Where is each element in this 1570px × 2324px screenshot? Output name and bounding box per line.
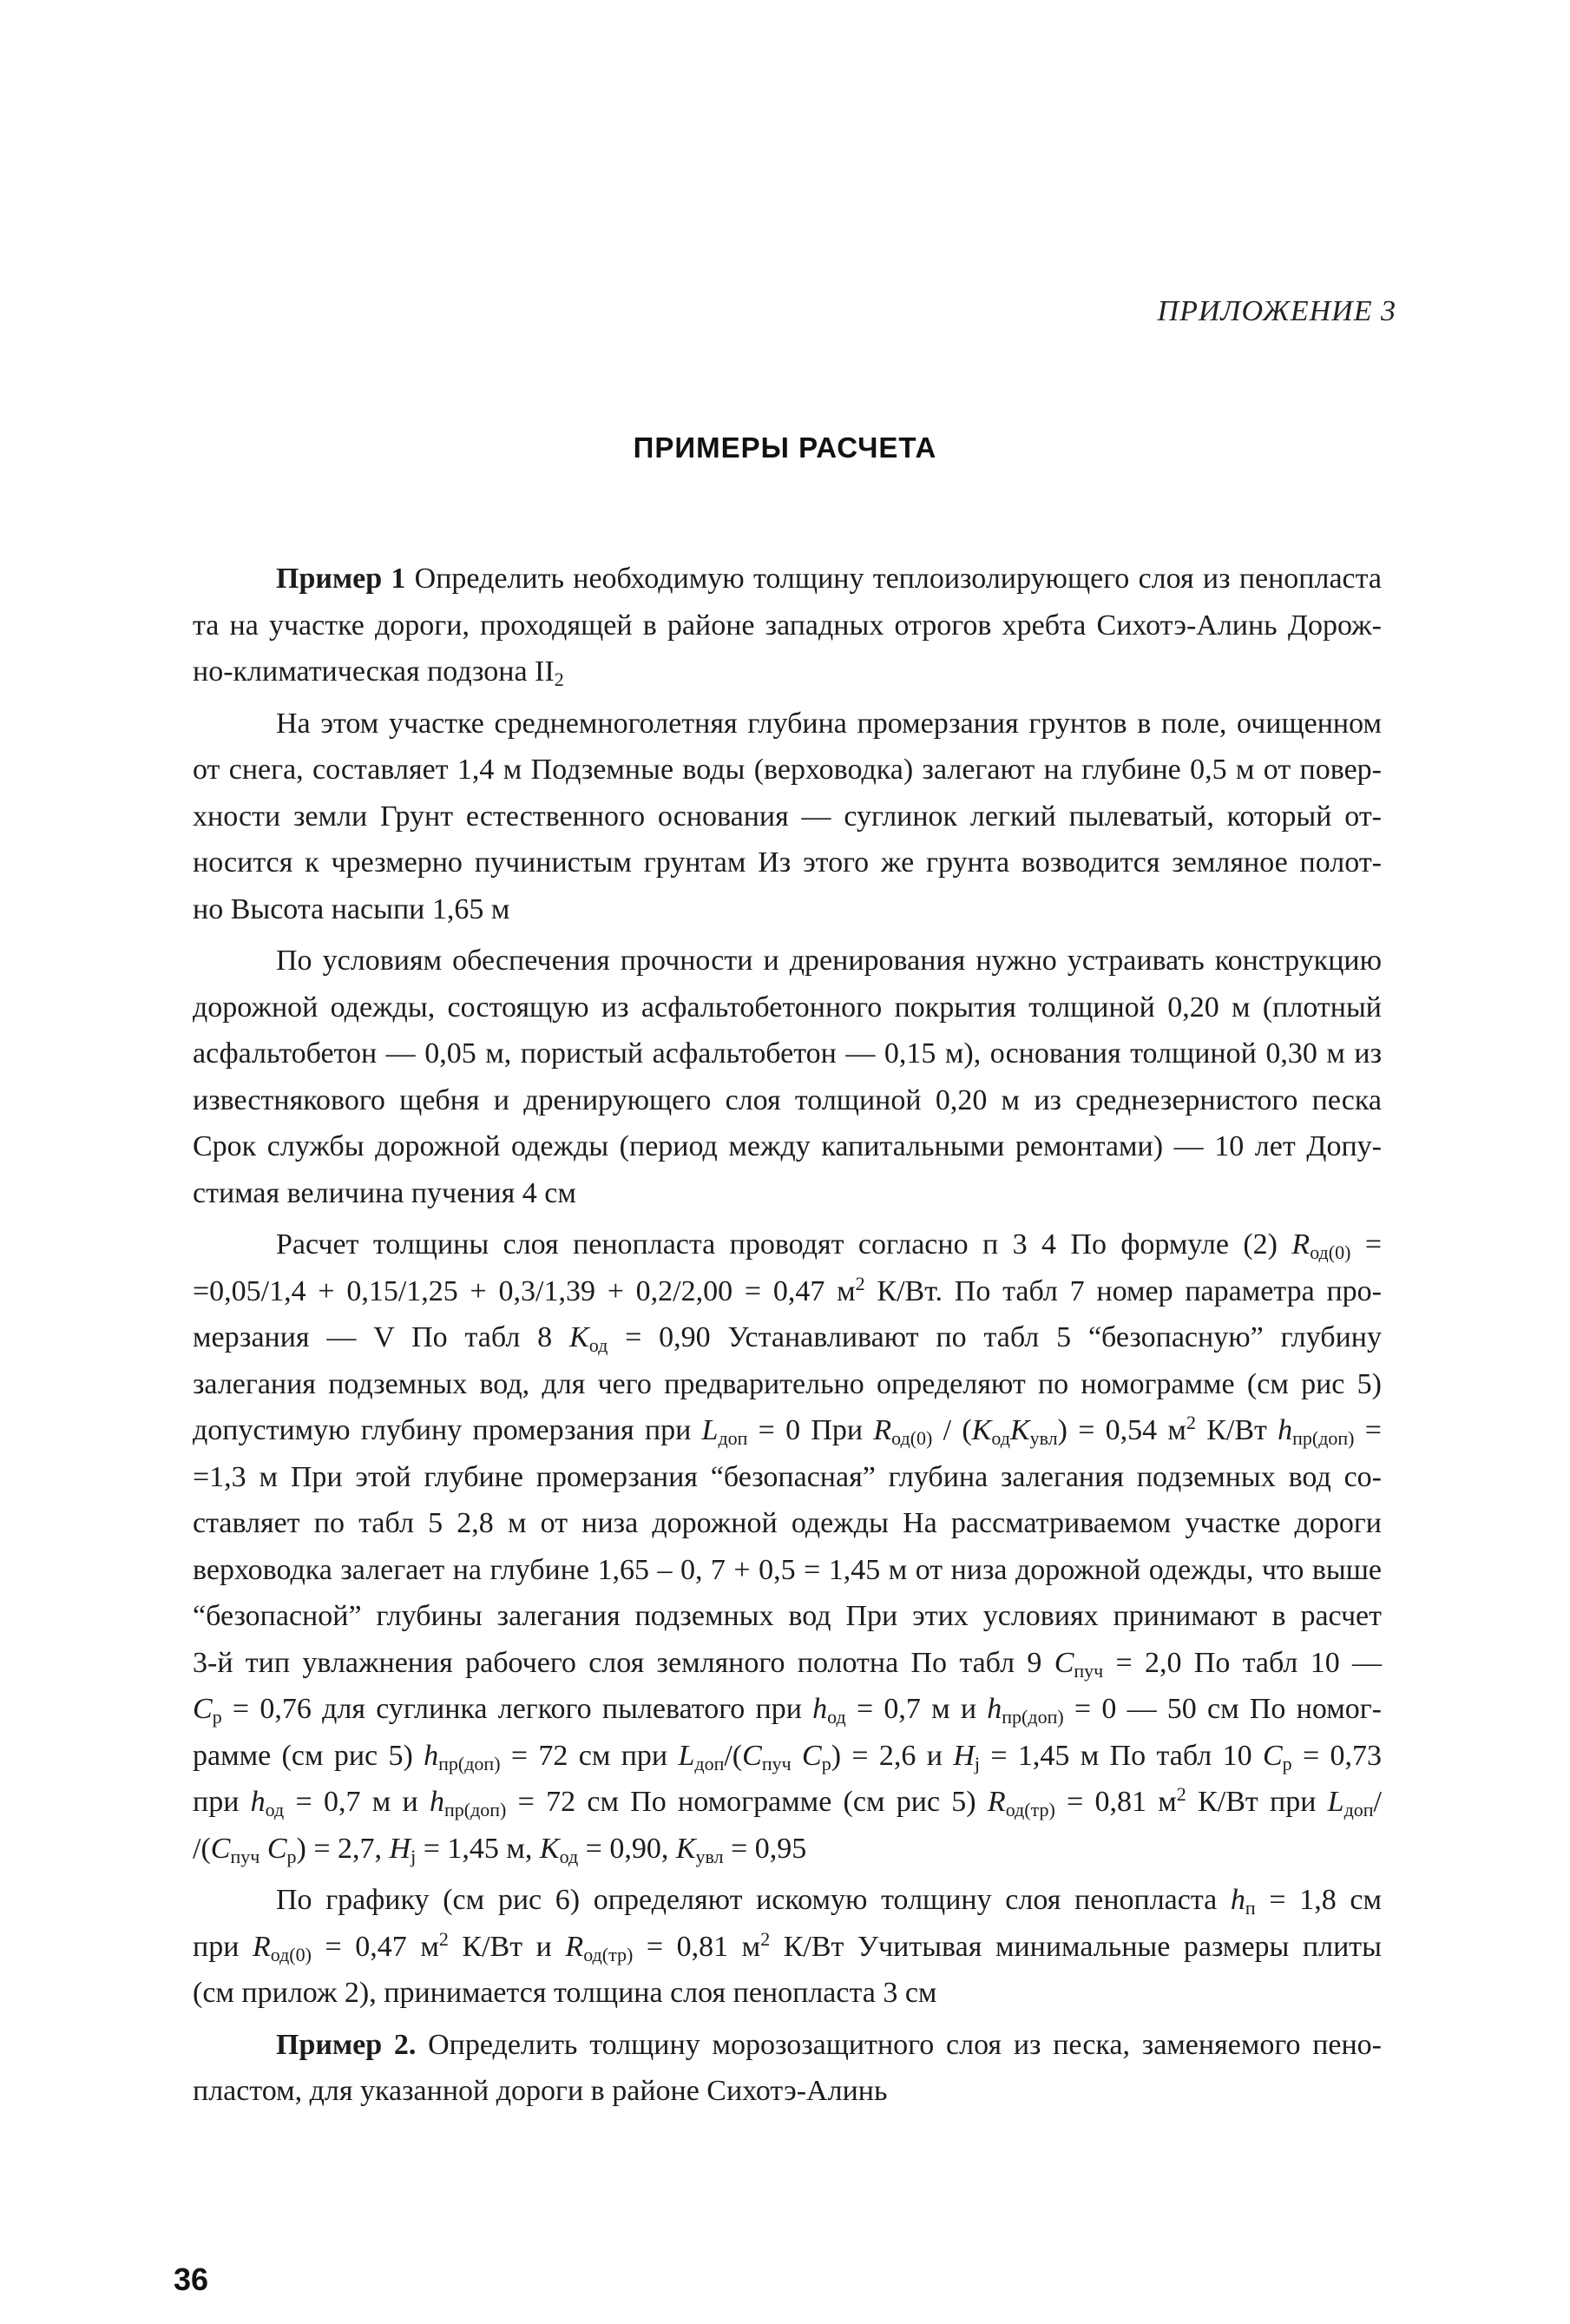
subscript: 2 <box>554 668 564 690</box>
text-line: =1,3 м При этой глубине промерзания “безопасная” глубина залегания подземных вод со- <box>193 1460 1382 1493</box>
text-line: но Высота насыпи 1,65 м <box>193 892 510 925</box>
text-line: залегания подземных вод, для чего предварительно определяют по номограмме (см рис 5) <box>193 1367 1382 1400</box>
text-line: На этом участке среднемноголетняя глубина промерзания грунтов в поле, очищенном <box>276 707 1382 740</box>
text-line: хности земли Грунт естественного основания — суглинок легкий пылеватый, который от- <box>193 800 1382 833</box>
example-1-label: Пример 1 <box>276 563 406 595</box>
text-line: Расчет толщины слоя пенопласта проводят согласно п 3 4 По формуле (2) $R_{од(0)}$ = <box>276 1228 1382 1263</box>
text-line: верховодка залегает на глубине 1,65 – 0, 7 + 0,5 = 1,45 м от низа дорожной одежды, что выше <box>193 1553 1382 1586</box>
text-line: 3-й тип увлажнения рабочего слоя земляного полотна По табл 9 $C_{пуч} = 2,0$ По табл 10 — <box>193 1646 1382 1682</box>
text-line: асфальтобетон — 0,05 м, пористый асфальтобетон — 0,15 м), основания толщиной 0,30 м из <box>193 1037 1382 1070</box>
text-line: стимая величина пучения 4 см <box>193 1176 576 1209</box>
text-line <box>193 2022 1382 2069</box>
page-number: 36 <box>174 2261 209 2297</box>
text-line: допустимую глубину промерзания при $L_{доп} = 0$ При $R_{од(0)} / (K_{од}K_{увл}) = 0,54$ $м^2$ К/Вт $h_{пр(доп)}$ = <box>193 1412 1382 1449</box>
text-line <box>193 648 1382 695</box>
text-line: По графику (см рис 6) определяют искомую толщину слоя пенопласта $h_п = 1,8$ см <box>276 1884 1383 1919</box>
text-line: $/(C_{пуч}$ $C_р) = 2,7$, $H_j = 1,45$ м, $K_{од} = 0,90$, $K_{увл} = 0,95$ <box>193 1832 807 1867</box>
text-line: Срок службы дорожной одежды (период между капитальными ремонтами) — 10 лет Допу- <box>193 1130 1382 1162</box>
text-line: от снега, составляет 1,4 м Подземные воды (верховодка) залегают на глубине 0,5 м от повер- <box>193 754 1382 786</box>
text-line: известнякового щебня и дренирующего слоя толщиной 0,20 м из среднезернистого песка <box>193 1083 1382 1116</box>
text-line: та на участке дороги, проходящей в районе западных отрогов хребта Сихотэ-Алинь Дорож- <box>193 609 1382 642</box>
text-line: По условиям обеспечения прочности и дренирования нужно устраивать конструкцию <box>276 945 1382 977</box>
text-fragment: Определить необходимую толщину теплоизолирующего слоя из пенопласта <box>414 563 1383 595</box>
text-fragment: Определить толщину морозозащитного слоя из песка, заменяемого пено- <box>416 2028 1382 2061</box>
page-title: ПРИМЕРЫ РАСЧЕТА <box>633 431 937 464</box>
text-line: (см прилож 2), принимается толщина слоя пенопласта 3 см <box>193 1977 937 2009</box>
text-line <box>193 556 1382 602</box>
paragraph-example-2 <box>193 2022 1382 2115</box>
text-line: ставляет по табл 5 2,8 м от низа дорожной одежды На рассматриваемом участке дороги <box>193 1507 1382 1539</box>
text-line: при $h_{од} = 0,7$ м и $h_{пр(доп)} = 72$ см По номограмме (см рис 5) $R_{од(тр)} = 0,81$ $м^2$ К/Вт при $L_{доп}/$ <box>193 1783 1382 1820</box>
text-line: =0,05/1,4 + 0,15/1,25 + 0,3/1,39 + 0,2/2,00 = 0,47 $м^2$ К/Вт. По табл 7 номер параметра про- <box>193 1272 1382 1307</box>
text-line: мерзания — V По табл 8 $K_{од} = 0,90$ Устанавливают по табл 5 “безопасную” глубину <box>193 1321 1383 1356</box>
text-line: пластом, для указанной дороги в районе Сихотэ-Алинь <box>193 2075 888 2107</box>
paragraph-calculation <box>193 1221 1382 1872</box>
document-body <box>193 556 1382 2115</box>
example-2-label: Пример 2. <box>276 2028 417 2061</box>
paragraph-site-conditions <box>193 701 1382 933</box>
appendix-label: ПРИЛОЖЕНИЕ 3 <box>1157 295 1396 327</box>
paragraph-pavement-structure <box>193 938 1382 1216</box>
text-line: носится к чрезмерно пучинистым грунтам Из этого же грунта возводится земляное полот- <box>193 846 1382 879</box>
paragraph-result <box>193 1877 1382 2017</box>
text-line: $C_р = 0,76$ для суглинка легкого пылеватого при $h_{од} = 0,7$ м и $h_{пр(доп)} = 0$ — 50 см По номог- <box>193 1693 1382 1728</box>
text-line: дорожной одежды, состоящую из асфальтобетонного покрытия толщиной 0,20 м (плотный <box>193 991 1382 1024</box>
text-fragment: но-климатическая подзона II <box>193 655 555 688</box>
paragraph-example-1-intro <box>193 556 1382 695</box>
text-line: “безопасной” глубины залегания подземных вод При этих условиях принимают в расчет <box>193 1600 1382 1632</box>
text-line: рамме (см рис 5) $h_{пр(доп)} = 72$ см при $L_{доп}/(C_{пуч}$ $C_р) = 2,6$ и $H_j = 1,45$ м По табл 10 $C_р = 0,73$ <box>193 1739 1383 1774</box>
text-line: при $R_{од(0)} = 0,47$ $м^2$ К/Вт и $R_{од(тр)} = 0,81$ $м^2$ К/Вт Учитывая минимальные размеры плиты <box>193 1927 1382 1965</box>
